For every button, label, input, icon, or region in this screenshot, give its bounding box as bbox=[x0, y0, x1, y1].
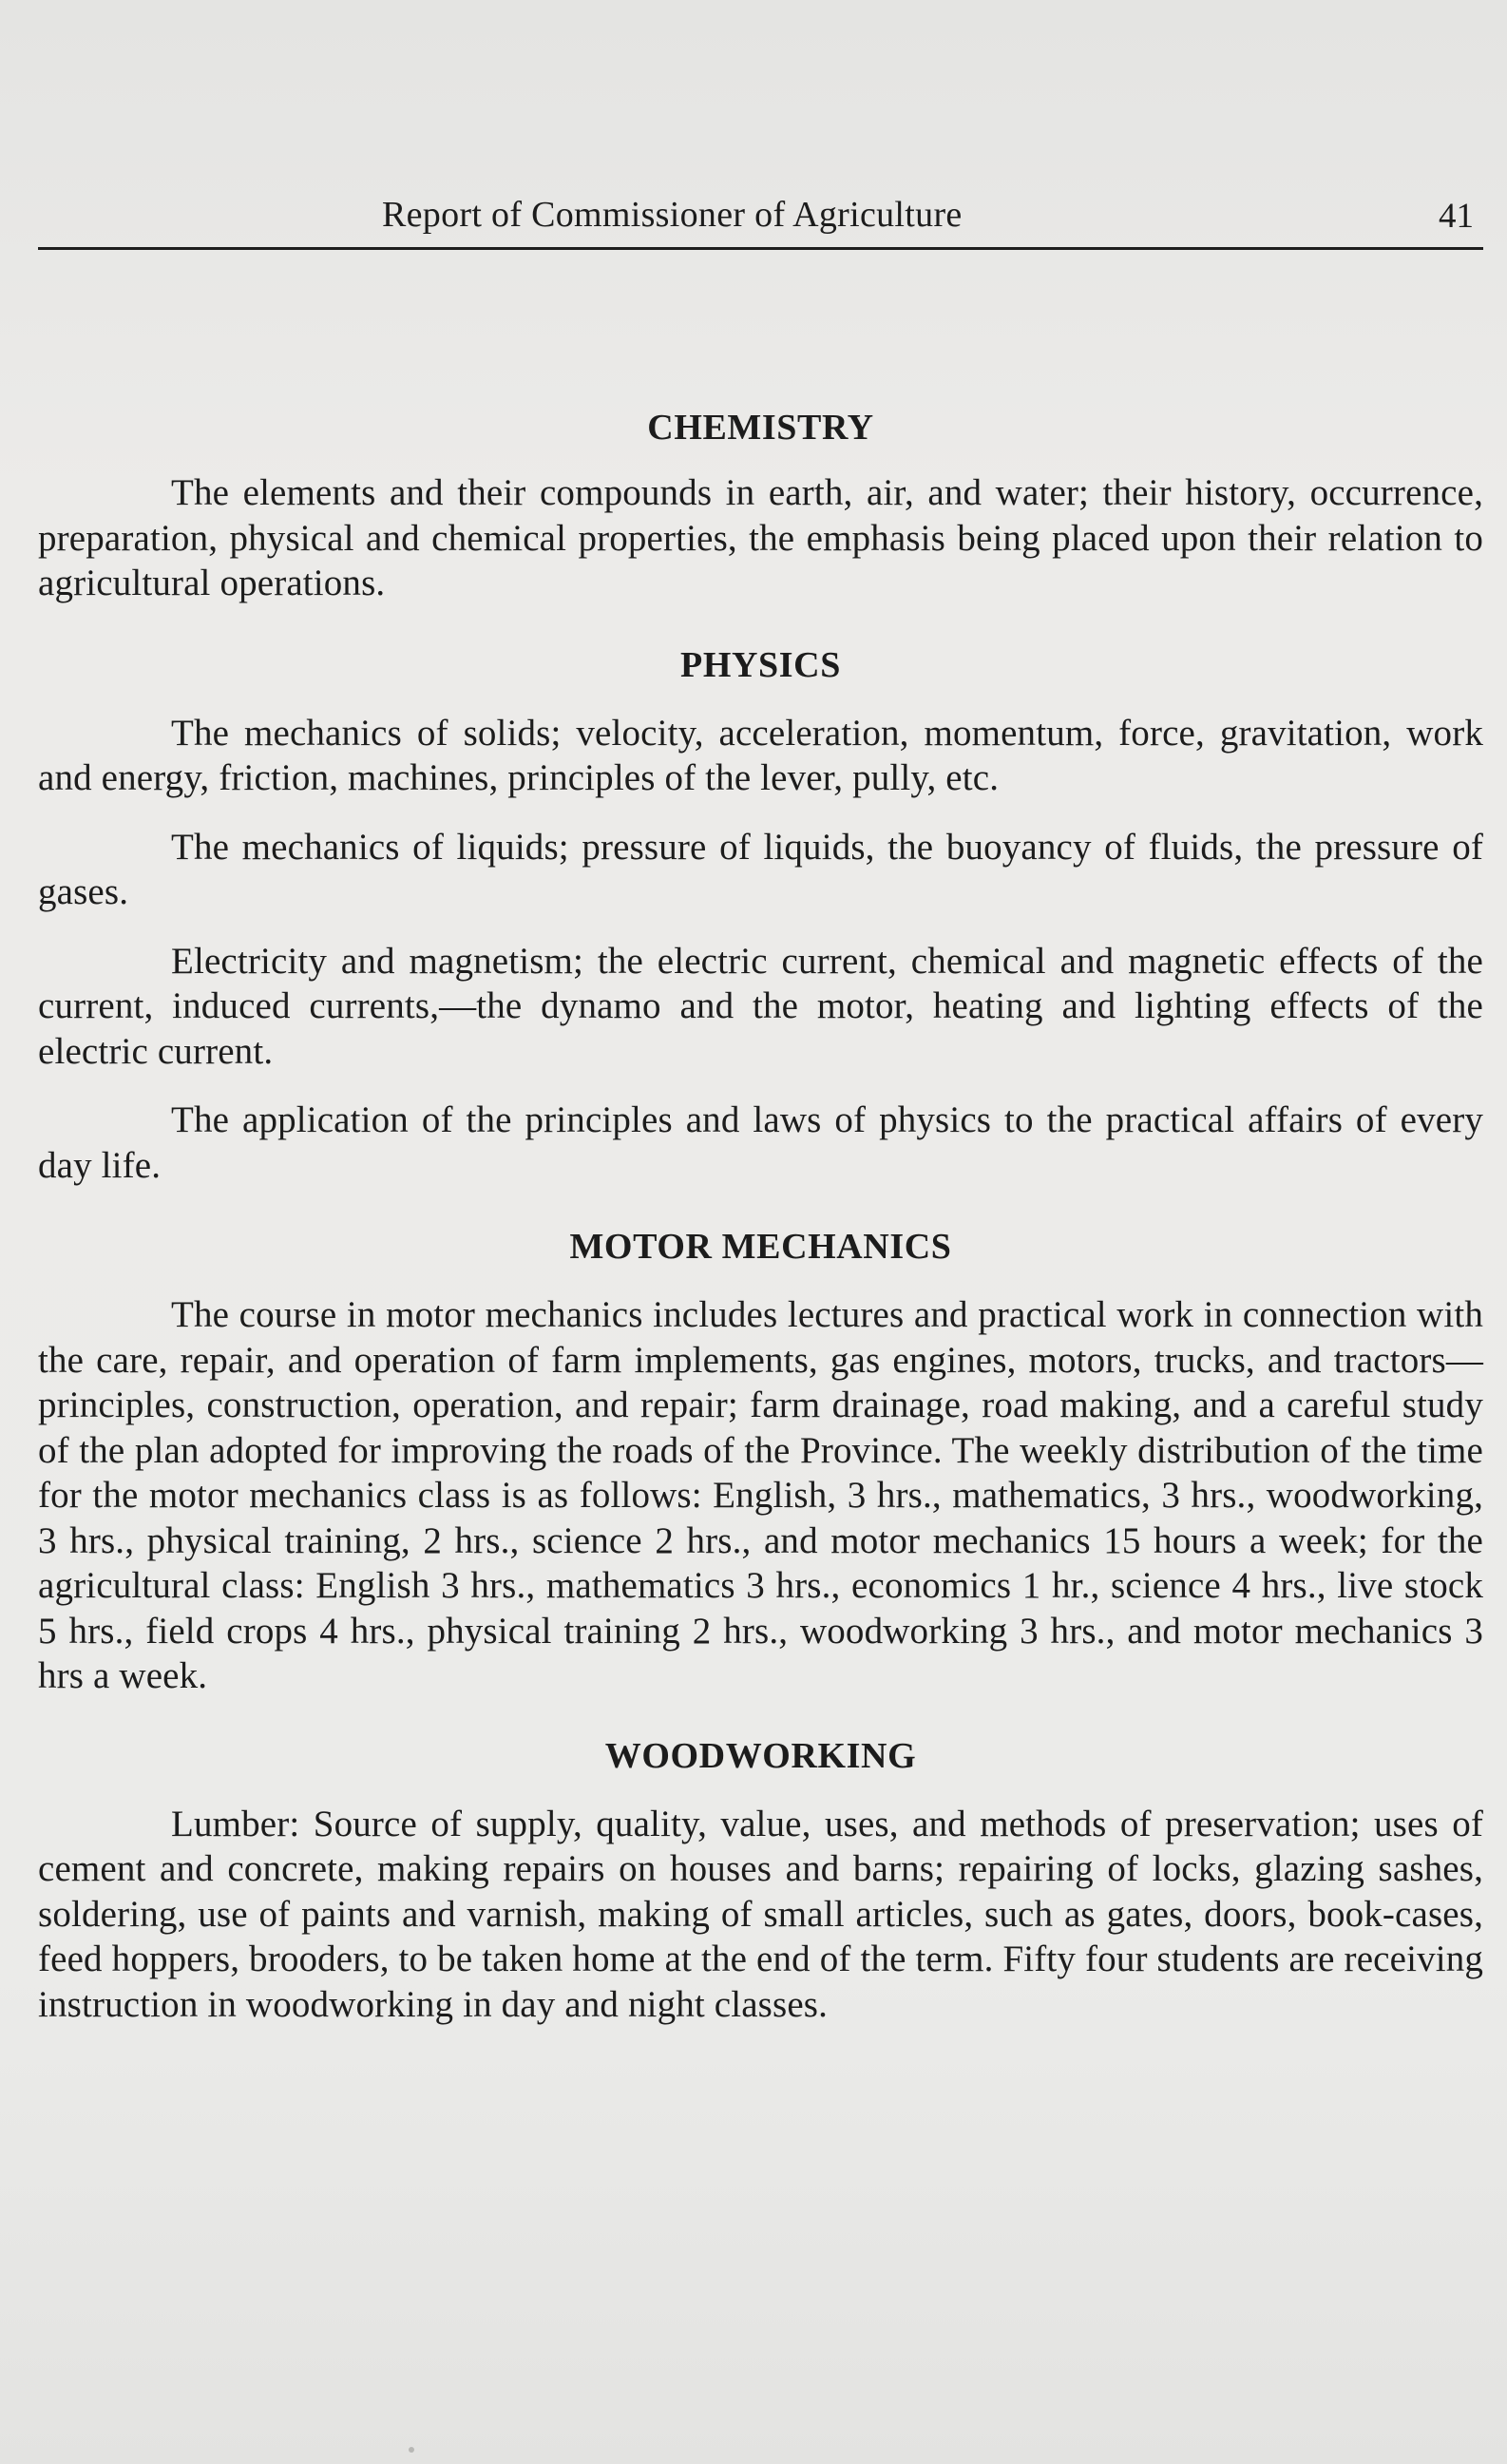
section-heading-woodworking: WOODWORKING bbox=[604, 1735, 917, 1776]
physics-paragraph-liquids: The mechanics of liquids; pressure of liquids, the buoyancy of fluids, the pressure of gases. bbox=[38, 826, 1483, 912]
woodworking-paragraph: Lumber: Source of supply, quality, value, uses, and methods of preservation; uses of cement and concrete, making repairs on houses and barns; repairing of locks, glazing sashes, soldering, use of paints and varnish, making of small articles, such as gates, doors, book-cases, feed hoppers, brooders, to be taken home at the end of the term. Fifty four students are receiving instruction in woodworking in day and night classes. bbox=[38, 1803, 1483, 2025]
chemistry-paragraph: The elements and their compounds in earth, air, and water; their history, occurrence, preparation, physical and chemical properties, the emphasis being placed upon their relation to agricultural operations. bbox=[38, 472, 1483, 603]
paper-speck bbox=[409, 2447, 414, 2453]
physics-paragraph-electricity: Electricity and magnetism; the electric current, chemical and magnetic effects of the current, induced currents,—the dynamo and the motor, heating and lighting effects of the electric current. bbox=[38, 940, 1483, 1072]
section-heading-physics: PHYSICS bbox=[680, 644, 841, 685]
header-title: Report of Commissioner of Agriculture bbox=[382, 195, 963, 235]
physics-paragraph-application: The application of the principles and laws of physics to the practical affairs of every day life. bbox=[38, 1099, 1483, 1186]
physics-paragraph-solids: The mechanics of solids; velocity, acceleration, momentum, force, gravitation, work and energy, friction, machines, principles of the lever, pully, etc. bbox=[38, 712, 1483, 798]
page-number: 41 bbox=[1439, 197, 1474, 236]
section-heading-motor-mechanics: MOTOR MECHANICS bbox=[569, 1227, 952, 1267]
motor-mechanics-paragraph: The course in motor mechanics includes lectures and practical work in connection with the care, repair, and operation of farm implements, gas engines, motors, trucks, and tractors—principles, construction, operation, and repair; farm drainage, road making, and a careful study of the plan adopted for improving the roads of the Province. The weekly distribution of the time for the motor mechanics class is as follows: English, 3 hrs., mathematics, 3 hrs., woodworking, 3 hrs., physical training, 2 hrs., science 2 hrs., and motor mechanics 15 hours a week; for the agricultural class: English 3 hrs., mathematics 3 hrs., economics 1 hr., science 4 hrs., live stock 5 hrs., field crops 4 hrs., physical training 2 hrs., woodworking 3 hrs., and motor mechanics 3 hrs a week. bbox=[38, 1294, 1483, 1696]
page-body bbox=[38, 407, 1483, 2027]
running-header bbox=[38, 190, 1483, 250]
section-heading-chemistry: CHEMISTRY bbox=[647, 408, 874, 448]
